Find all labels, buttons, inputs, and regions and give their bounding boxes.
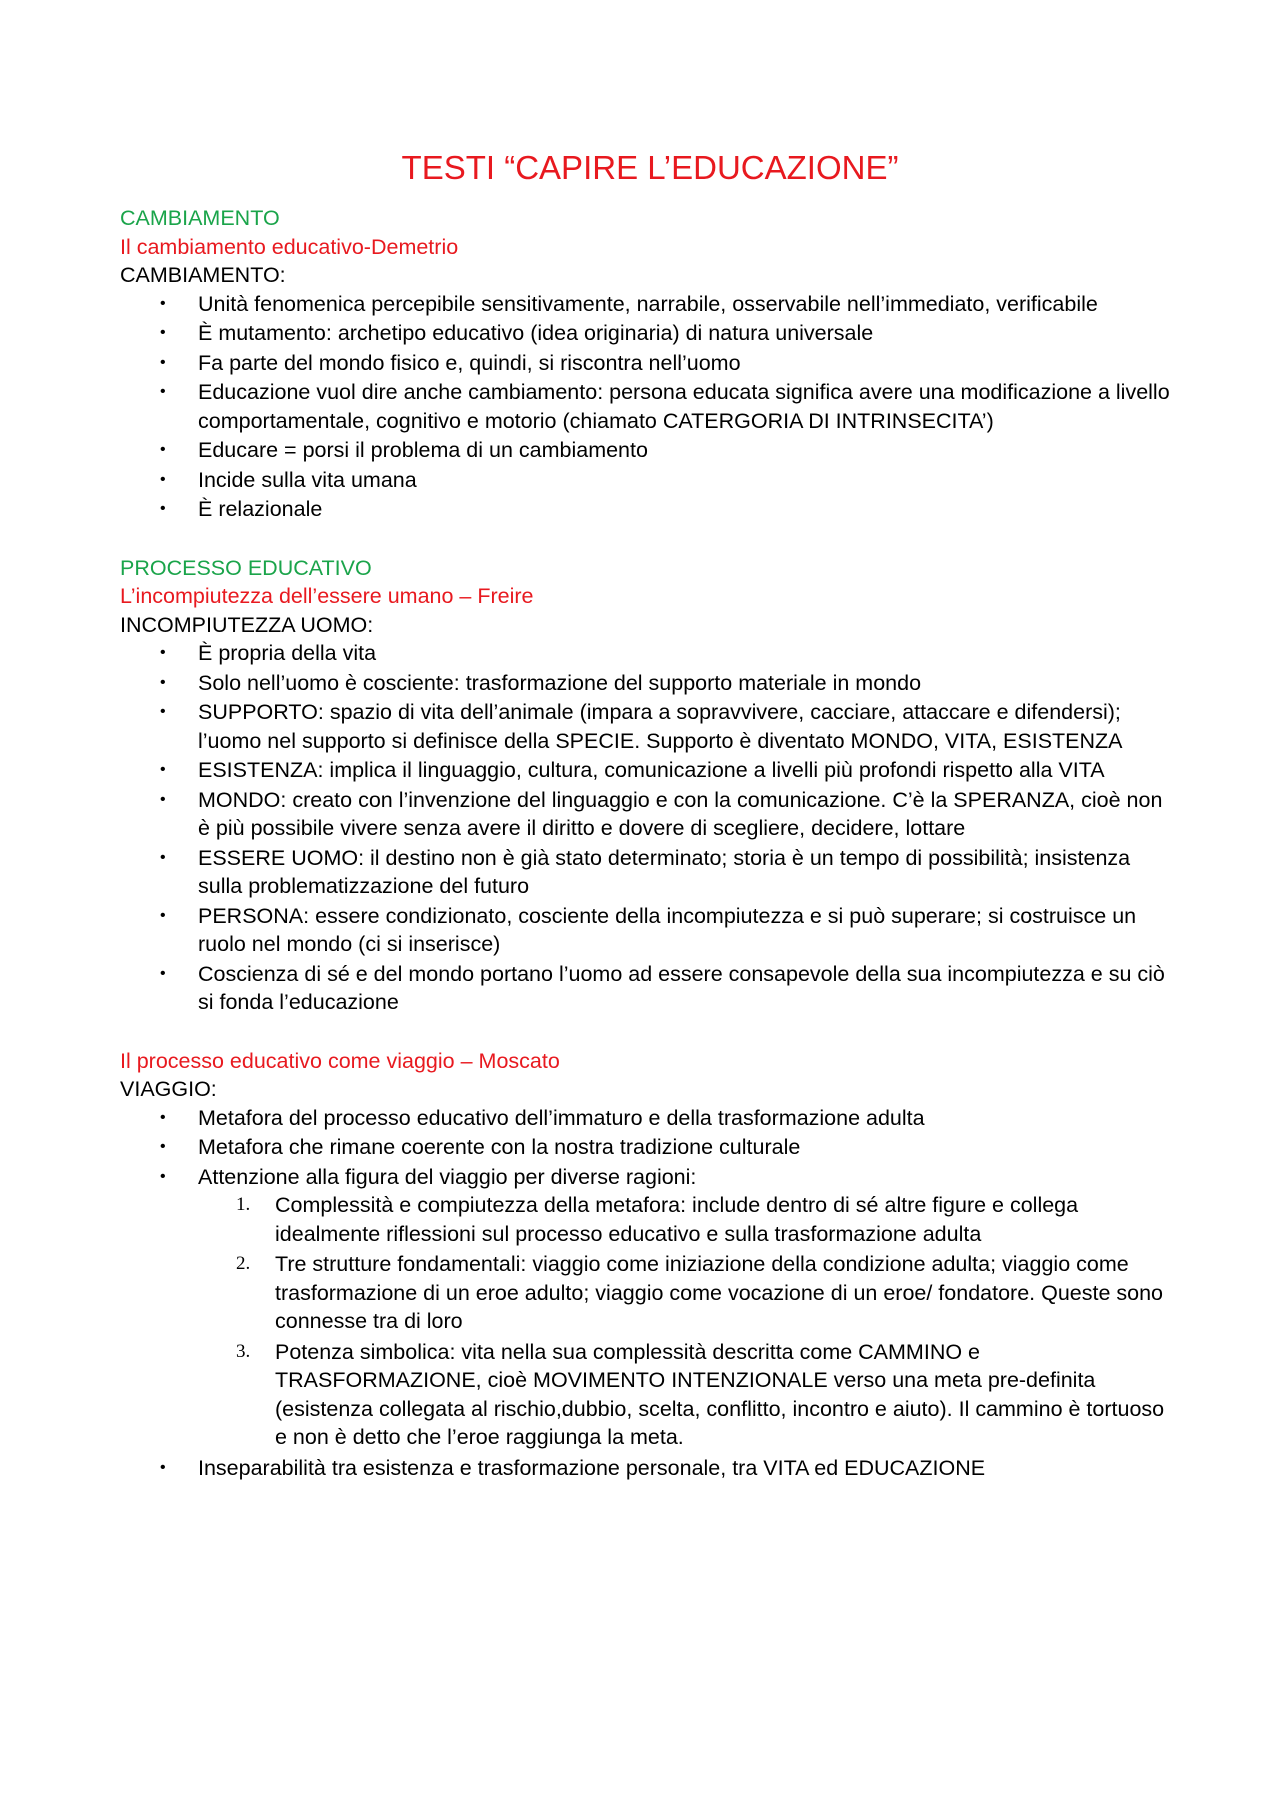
bullet-icon: • [160,383,166,400]
list-item: • ESSERE UOMO: il destino non è già stato determinato; storia è un tempo di possibilità; insistenza sulla problematizzazione del futuro [160,845,1131,898]
term-viaggio: VIAGGIO: [120,1077,217,1101]
list-item: • ESISTENZA: implica il linguaggio, cultura, comunicazione a livelli più profondi rispetto alla VITA [120,756,1180,785]
list-item: • Educare = porsi il problema di un cambiamento [120,436,1180,465]
section-spacer [120,1018,1180,1047]
bullet-icon: • [160,964,166,982]
bullet-icon: • [160,441,166,458]
list-item: • MONDO: creato con l’invenzione del linguaggio e con la comunicazione. C’è la SPERANZA, cioè non è più possibile vivere senza avere il diritto e dovere di scegliere, decidere, lottare [160,787,1163,840]
list-item: • PERSONA: essere condizionato, cosciente della incompiutezza e si può superare; si costruisce un ruolo nel mondo (ci si inserisce) [160,903,1137,956]
bullet-icon: • [160,761,166,778]
bullet-icon: • [160,906,166,924]
bullet-icon: • [160,294,166,312]
list-item: • È relazionale [120,495,1180,524]
bullet-icon: • [160,644,166,661]
item-number: 3. [236,1340,251,1362]
bullet-icon: • [160,500,166,517]
subtitle-freire: L’incompiutezza dell’essere umano – Freire [120,584,534,608]
list-item: • È propria della vita [120,639,1180,668]
subtitle-moscato: Il processo educativo come viaggio – Moscato [120,1048,560,1073]
bullet-list-incompiutezza [120,639,1180,1017]
list-item: • Solo nell’uomo è cosciente: trasformazione del supporto materiale in mondo [120,669,1180,698]
subtitle-demetrio: Il cambiamento educativo-Demetrio [120,234,459,259]
document-title: TESTI “CAPIRE L’EDUCAZIONE” [401,149,899,186]
bullet-icon: • [160,848,166,866]
bullet-icon: • [160,1458,166,1476]
bullet-icon: • [160,470,166,488]
bullet-list-viaggio [120,1104,1180,1483]
section-label-processo-educativo: PROCESSO EDUCATIVO [120,555,372,580]
bullet-icon: • [160,353,166,371]
list-item: • Inseparabilità tra esistenza e trasformazione personale, tra VITA ed EDUCAZIONE [120,1454,1180,1483]
numbered-list-ragioni [198,1191,1180,1452]
term-incompiutezza: INCOMPIUTEZZA UOMO: [120,612,374,637]
list-item: • Fa parte del mondo fisico e, quindi, si riscontra nell’uomo [120,349,1180,378]
section-label-cambiamento: CAMBIAMENTO [120,206,280,230]
list-item: • SUPPORTO: spazio di vita dell’animale (impara a sopravvivere, cacciare, attaccare e difendersi); l’uomo nel supporto si definisce della SPECIE. Supporto è diventato MONDO, VITA, ESISTENZA [160,700,1123,753]
bullet-icon: • [160,1138,166,1155]
bullet-list-cambiamento [120,290,1180,524]
list-item: • Metafora che rimane coerente con la nostra tradizione culturale [120,1133,1180,1162]
bullet-icon: • [160,790,166,808]
list-item: • Attenzione alla figura del viaggio per diverse ragioni: 1. Complessità e compiutezza della metafora: include dentro di sé altre figure e collega idealmente riflessioni sul processo educativo e sulla trasformazione adulta 2. Tre strutture fondamentali: viaggio come iniziazione della condizione adulta; viaggio come trasformazione di un eroe adulto; viaggio come vocazione di un eroe/ fondatore. Queste sono connesse tra di loro 3. Potenza simbolica: vita nella sua complessità descritta come CAMMINO e TRASFORMAZIONE, cioè MOVIMENTO INTENZIONALE verso una meta pre-definita (esistenza collegata al rischio,dubbio, scelta, conflitto, incontro e aiuto). Il cammino è tortuoso e non è detto che l’eroe raggiunga la meta. [120,1163,1180,1452]
section-spacer [120,525,1180,554]
list-item: • Educazione vuol dire anche cambiamento: persona educata significa avere una modificazione a livello comportamentale, cognitivo e motorio (chiamato CATERGORIA DI INTRINSECITA’) [160,380,1170,433]
numbered-item: 1. Complessità e compiutezza della metafora: include dentro di sé altre figure e collega idealmente riflessioni sul processo educativo e sulla trasformazione adulta [236,1193,1079,1246]
bullet-icon: • [160,1167,166,1185]
list-item: • Unità fenomenica percepibile sensitivamente, narrabile, osservabile nell’immediato, verificabile [120,290,1180,319]
document-page [120,148,1180,1483]
list-item: • Coscienza di sé e del mondo portano l’uomo ad essere consapevole della sua incompiutezza e su ciò si fonda l’educazione [160,961,1165,1014]
list-item: • Incide sulla vita umana [120,466,1180,495]
numbered-item: 3. Potenza simbolica: vita nella sua complessità descritta come CAMMINO e TRASFORMAZIONE, cioè MOVIMENTO INTENZIONALE verso una meta pre-definita (esistenza collegata al rischio,dubbio, scelta, conflitto, incontro e aiuto). Il cammino è tortuoso e non è detto che l’eroe raggiunga la meta. [236,1339,1165,1449]
list-item: • È mutamento: archetipo educativo (idea originaria) di natura universale [120,319,1180,348]
item-number: 1. [236,1194,251,1215]
bullet-icon: • [160,1108,166,1126]
numbered-item: 2. Tre strutture fondamentali: viaggio come iniziazione della condizione adulta; viaggio come trasformazione di un eroe adulto; viaggio come vocazione di un eroe/ fondatore. Queste sono connesse tra di loro [236,1252,1164,1333]
item-number: 2. [236,1253,251,1274]
bullet-icon: • [160,673,166,691]
bullet-icon: • [160,324,166,341]
list-item: • Metafora del processo educativo dell’immaturo e della trasformazione adulta [120,1104,1180,1133]
bullet-icon: • [160,703,166,720]
term-cambiamento: CAMBIAMENTO: [120,263,286,287]
